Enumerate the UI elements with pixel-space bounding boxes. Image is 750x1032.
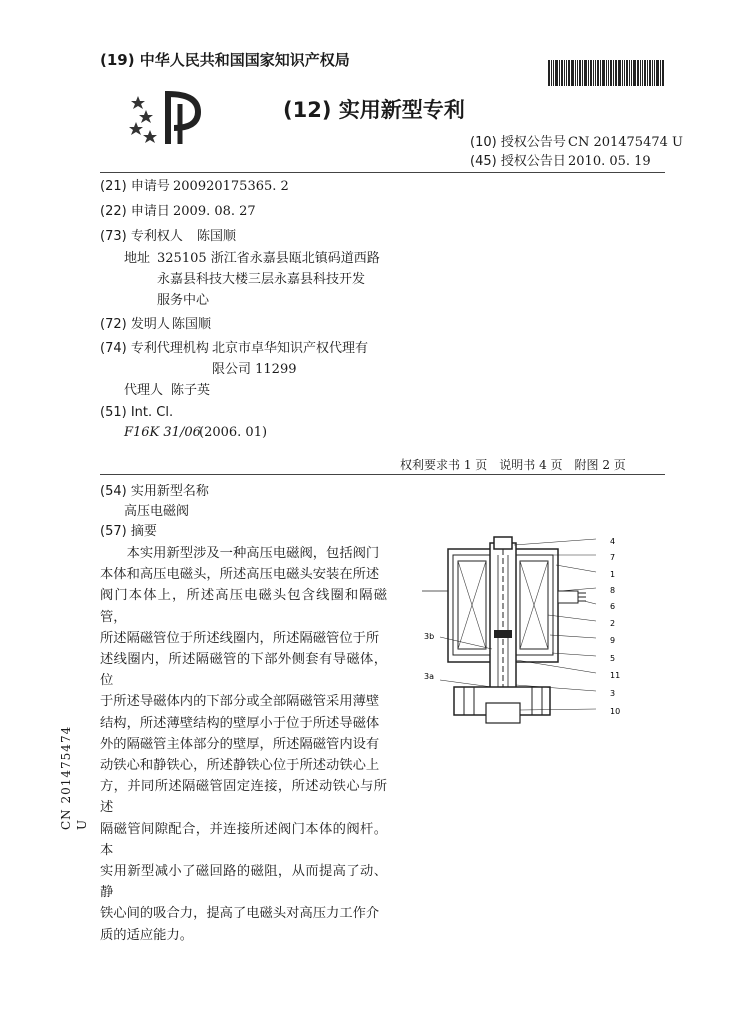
title-label: (54) 实用新型名称 (100, 484, 209, 499)
abstract-line: 铁心间的吸合力，提高了电磁头对高压力工作介 (100, 906, 380, 922)
agency-label: (74) 专利代理机构 (100, 341, 209, 356)
figure-part-label: 4 (610, 537, 616, 546)
figure-part-label: 2 (610, 619, 616, 628)
figure-part-label: 6 (610, 602, 616, 611)
doc-type: (12) 实用新型专利 (283, 98, 465, 122)
abstract-line: 本体和高压电磁头，所述高压电磁头安装在所述 (100, 567, 380, 583)
app-no-label: (21) 申请号 (100, 179, 170, 194)
agency-line: 北京市卓华知识产权代理有 (212, 341, 369, 356)
figure-part-label: 8 (610, 586, 616, 595)
address-line: 永嘉县科技大楼三层永嘉县科技开发 (157, 272, 366, 287)
app-no: 200920175365. 2 (173, 179, 289, 194)
barcode (548, 60, 666, 86)
figure-part-label: 1 (610, 570, 616, 579)
solenoid-valve-figure (420, 535, 646, 740)
abstract-line: 方，并同所述隔磁管固定连接，所述动铁心与所述 (100, 779, 387, 816)
abstract-line: 本实用新型涉及一种高压电磁阀，包括阀门 (126, 546, 380, 561)
pub-date-label: (45) 授权公告日 (470, 154, 566, 169)
section-rule (100, 474, 665, 475)
abstract-label: (57) 摘要 (100, 524, 157, 539)
office-name: (19) 中华人民共和国国家知识产权局 (100, 51, 350, 69)
agency-line: 限公司 11299 (212, 362, 297, 377)
intcl-label: (51) Int. Cl. (100, 405, 174, 420)
pub-no: CN 201475474 U (568, 135, 683, 150)
agent-label: 代理人 (124, 383, 164, 398)
pub-no-label: (10) 授权公告号 (470, 135, 566, 150)
figure-part-label: 7 (610, 553, 616, 562)
patentee: 陈国顺 (197, 229, 237, 244)
inventor: 陈国顺 (172, 317, 212, 332)
app-date: 2009. 08. 27 (173, 204, 256, 219)
side-publication-number: CN 201475474 U (59, 725, 89, 830)
intcl-code: F16K 31/06 (124, 425, 201, 440)
inventor-label: (72) 发明人 (100, 317, 170, 332)
utility-model-title: 高压电磁阀 (124, 504, 190, 519)
abstract-line: 外的隔磁管主体部分的壁厚，所述隔磁管内设有 (100, 736, 380, 752)
address-label: 地址 (124, 251, 151, 266)
abstract-text (100, 543, 387, 946)
pages-info: 权利要求书 1 页 说明书 4 页 附图 2 页 (400, 458, 626, 472)
patentee-label: (73) 专利权人 (100, 229, 183, 244)
abstract-line: 动铁心和静铁心，所述静铁心位于所述动铁心上 (100, 758, 380, 774)
office-logo (128, 88, 214, 148)
abstract-line: 述线圈内，所述隔磁管的下部外侧套有导磁体，位 (100, 652, 387, 689)
agent: 陈子英 (171, 383, 211, 398)
intcl-version: (2006. 01) (199, 425, 268, 440)
header-rule (100, 172, 665, 173)
figure-part-label: 3 (610, 689, 616, 698)
abstract-line: 质的适应能力。 (100, 927, 194, 943)
address-line: 服务中心 (157, 293, 210, 308)
address-line: 325105 浙江省永嘉县瓯北镇码道西路 (157, 251, 380, 266)
abstract-line: 所述隔磁管位于所述线圈内，所述隔磁管位于所 (100, 630, 380, 646)
abstract-line: 于所述导磁体内的下部分或全部隔磁管采用薄壁 (100, 694, 380, 710)
abstract-line: 结构，所述薄壁结构的壁厚小于位于所述导磁体 (100, 715, 380, 731)
figure-part-label: 5 (610, 654, 616, 663)
abstract-line: 隔磁管间隙配合，并连接所述阀门本体的阀杆。本 (100, 821, 387, 858)
pub-date: 2010. 05. 19 (568, 154, 651, 169)
figure-part-label: 3a (424, 672, 434, 681)
abstract-line: 实用新型减小了磁回路的磁阻，从而提高了动、静 (100, 864, 387, 901)
abstract-line: 阀门本体上，所述高压电磁头包含线圈和隔磁管， (100, 588, 387, 625)
app-date-label: (22) 申请日 (100, 204, 170, 219)
figure-part-label: 3b (424, 632, 435, 641)
figure-part-label: 9 (610, 636, 616, 645)
figure-part-label: 10 (610, 707, 621, 716)
figure-part-label: 11 (610, 671, 621, 680)
